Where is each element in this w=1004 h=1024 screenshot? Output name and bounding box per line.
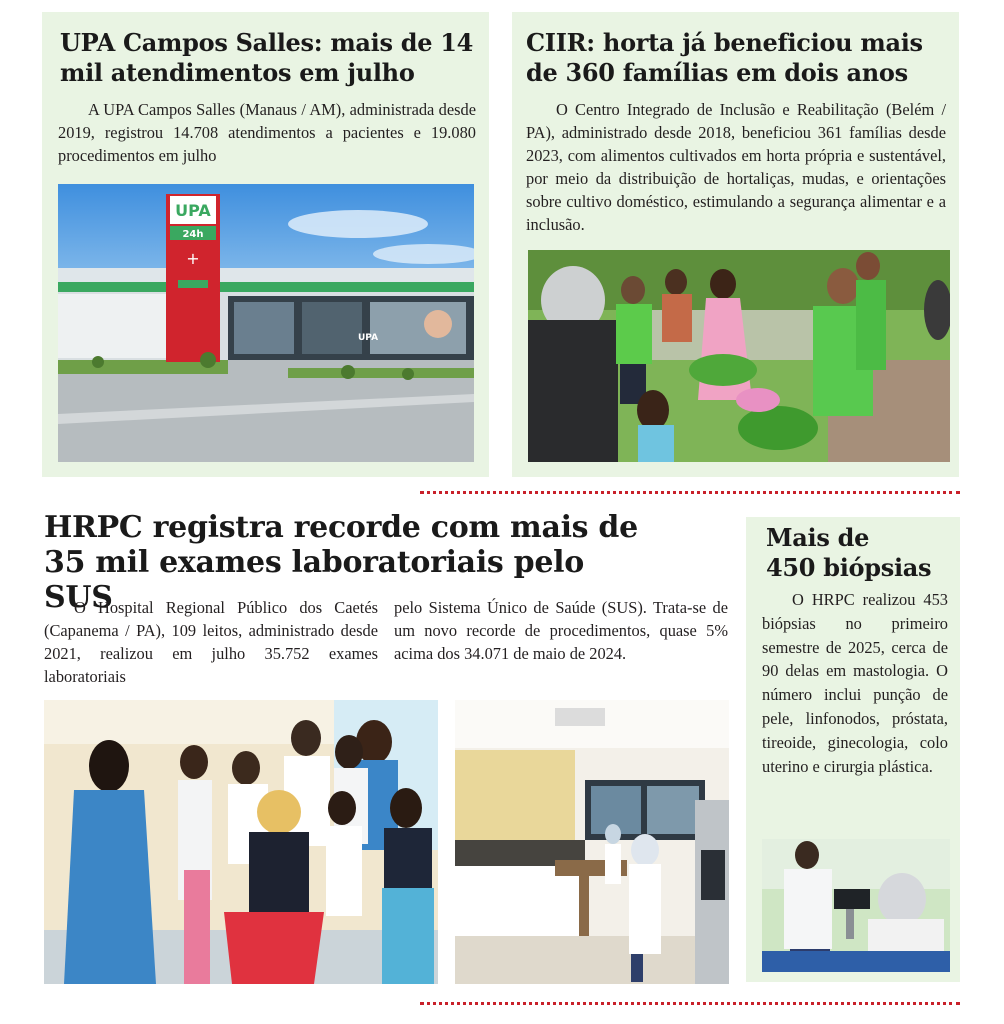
headline-upa: UPA Campos Salles: mais de 14 mil atendimentos em julho [60,28,474,87]
photo-ciir-garden [528,250,950,462]
photo-hrpc-team [44,700,438,984]
headline-biopsias-line1: Mais de [766,523,870,552]
headline-biopsias [766,523,956,583]
article-upa [42,12,489,477]
sign-cross-text: + [186,249,200,268]
body-upa: A UPA Campos Salles (Manaus / AM), administrada desde 2019, registrou 14.708 atendimentos a pacientes e 19.080 procedimentos em julho [58,100,476,165]
body-ciir: O Centro Integrado de Inclusão e Reabilitação (Belém / PA), administrado desde 2018, beneficiou 361 famílias desde 2023, com alimentos cultivados em horta própria e sustentável, por meio da distribuição de hortaliças, mudas, e orientações sobre cultivo doméstico, estimulando a segurança alimentar e a inclusão. [526,100,946,234]
article-biopsias [746,517,960,982]
sign-upa-text: UPA [175,201,211,220]
sign-24h-text: 24h [182,229,204,240]
separator-bottom [420,1002,960,1005]
body-biopsias: O HRPC realizou 453 biópsias no primeiro semestre de 2025, cerca de 90 delas em mastologia. O número inclui punção de pele, linfonodos, próstata, tireoide, ginecologia, colo uterino e cirurgia plástica. [762,590,948,776]
photo-upa-building [58,184,474,462]
headline-ciir: CIIR: horta já beneficiou mais de 360 famílias em dois anos [526,28,923,87]
photo-biopsia-exam [762,839,950,972]
body-hrpc-col2: pelo Sistema Único de Saúde (SUS). Trata-se de um novo recorde de procedimentos, quase 5% acima dos 34.071 de maio de 2024. [394,598,728,663]
headline-hrpc: HRPC registra recorde com mais de 35 mil exames laboratoriais pelo SUS [44,510,638,615]
glass-label: UPA [358,333,379,343]
separator-top [420,491,960,494]
body-hrpc-col1: O Hospital Regional Público dos Caetés (Capanema / PA), 109 leitos, administrado desde 2021, realizou em julho 35.752 exames laboratoriais [44,598,378,686]
photo-hrpc-lab [455,700,729,984]
article-ciir [512,12,959,477]
headline-biopsias-line2: 450 biópsias [766,553,932,582]
